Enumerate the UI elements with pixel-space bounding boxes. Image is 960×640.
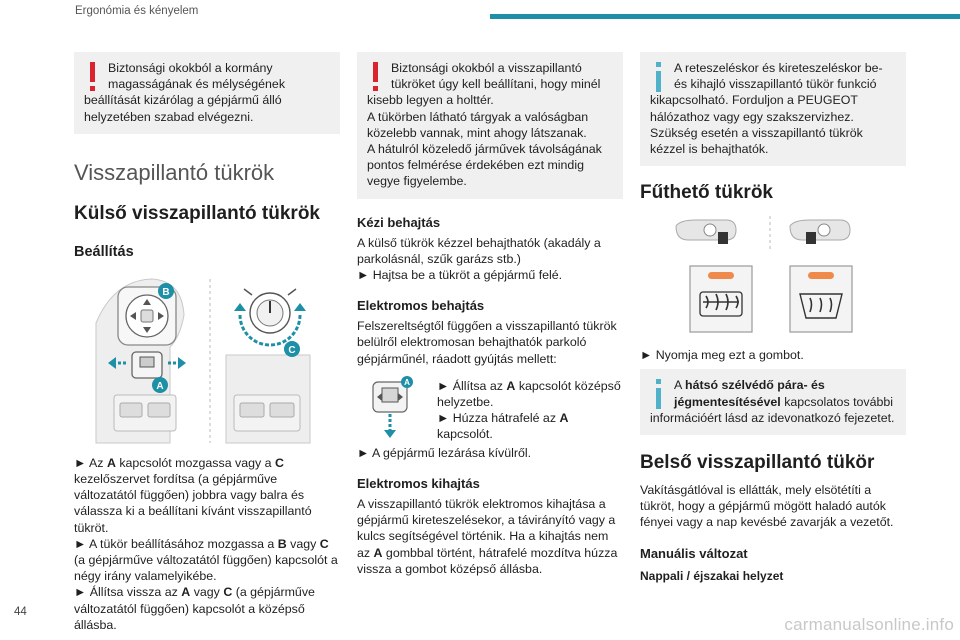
bold-ref: C [223,585,233,600]
bold-ref: hátsó szélvédő pára- és jégmentesítésével [674,378,825,409]
heading-inner-mirror: Belső visszapillantó tükör [640,452,875,474]
page-header-bar [490,14,960,19]
paragraph-select-mirror [74,455,340,536]
text: (a gépjárműve változatától függően) kapcsolót a négy irány valamelyikébe. [74,553,338,584]
bold-ref: A [106,455,116,470]
fold-steps-text [437,378,623,443]
heading-electric-fold: Elektromos behajtás [357,298,485,314]
text: ► A tükör beállításához mozgassa a [74,536,278,551]
text: kapcsolót mozgassa vagy a [115,455,275,470]
bold-ref: A [559,411,569,426]
paragraph-lock: ► A gépjármű lezárása kívülről. [357,445,532,460]
text: ► Állítsa vissza az [74,585,182,600]
bold-ref: B [277,536,287,551]
section-title: Visszapillantó tükrök [74,159,275,185]
info-text-1: A reteszeléskor és kireteszeléskor be- és kihajló visszapillantó tükör funkció kikapcsolható. Forduljon a PEUGEOT hálózathoz vagy egy szakszervizhez. [650,61,883,124]
fold-steps [357,376,623,442]
info-box-defrost [640,369,906,435]
bold-ref: A [373,545,383,560]
heated-mirror-buttons [640,216,906,336]
bold-ref: C [275,455,284,470]
label-a: A [156,380,164,392]
column-1 [74,52,340,633]
paragraph-electric-unfold [357,496,623,577]
warning-icon [367,62,385,92]
warning-icon [84,62,102,92]
heading-heated-mirrors: Fűthető tükrök [640,182,773,204]
text: vagy [190,585,224,600]
paragraph-adjust-mirror [74,536,340,585]
page-header-title: Ergonómia és kényelem [75,5,199,17]
text: ► Állítsa az [437,378,507,393]
text: kezelőszervet fordítsa (a gépjárműve változatától függően) jobbra vagy balra és válassza ki a beállítani kívánt visszapillantó tükröt. [74,472,312,535]
text: kapcsolatos további információért lásd az idevonatkozó fejezetet. [650,394,895,425]
paragraph-electric-fold: Felszereltségtől függően a visszapillantó tükrök belülről elektromosan behajthatók parkoló gépjárműnél, ráadott gyújtás mellett: [357,319,617,366]
info-icon [650,62,668,92]
heading-day-night: Nappali / éjszakai helyzet [640,568,784,583]
label-a: A [404,377,410,387]
text: ► Húzza hátrafelé az [437,411,560,426]
paragraph-reset-switch [74,584,340,633]
paragraph-inner-mirror: Vakításgátlóval is ellátták, mely elsötétíti a tükröt, hogy a gépjármű mögött haladó autók fényei vagy a nap kevésbé zavarják a vezetőt. [640,483,894,530]
step-center-switch [437,378,623,410]
warning-text-3: A hátulról közeledő járművek távolságának pontos felmérése érdekében ezt mindig vegye figyelembe. [367,142,602,189]
warning-text-1: Biztonsági okokból a visszapillantó tükröket úgy kell beállítani, hogy minél kisebb legyen a holttér. [367,61,601,108]
text: vagy [286,536,320,551]
warning-box-steering [74,52,340,134]
warning-text: Biztonsági okokból a kormány magasságának és mélységének beállítását kizárólag a gépjármű álló helyzetében szabad elvégezni. [84,61,286,124]
column-3 [640,52,906,584]
subsection-title-outer-mirrors: Külső visszapillantó tükrök [74,202,320,224]
text: (a gépjárműve változatától függően) kapcsolót a középső állásba. [74,585,315,632]
warning-text-2: A tükörben látható tárgyak a valóságban közelebb vannak, mint ahogy látszanak. [367,109,589,140]
heading-manual-version: Manuális változat [640,545,748,561]
watermark: carmanualsonline.info [784,615,954,634]
bold-ref: A [506,378,516,393]
heated-mirror-illustration [640,216,906,336]
info-text-2: Szükség esetén a visszapillantó tükrök kézzel is behajthatók. [650,125,863,157]
heading-manual-fold: Kézi behajtás [357,214,441,230]
mirror-controls-illustration [74,275,340,445]
label-c: C [288,344,296,356]
text: kapcsolót középső helyzetbe. [437,378,621,410]
warning-box-mirrors [357,52,623,199]
paragraph-manual-fold-step: ► Hajtsa be a tükröt a gépjármű felé. [357,268,563,283]
fold-switch-icon [367,376,419,440]
page-number: 44 [14,606,27,618]
text: A visszapillantó tükrök elektromos kihajtása a gépjármű kireteszelésekor, a távirányító vagy a kulcs segítségével történik. Ha a kihajtás nem az [357,497,616,560]
text: gombbal történt, hátrafelé mozdítva húzza vissza a gombot középső állásba. [357,545,618,576]
heading-electric-unfold: Elektromos kihajtás [357,476,480,492]
column-2 [357,52,623,577]
paragraph-manual-fold: A külső tükrök kézzel behajthatók (akadály a parkolásnál, szűk garázs stb.) [357,235,601,266]
info-icon [650,379,668,409]
bold-ref: A [181,585,191,600]
step-pull-switch [437,410,623,442]
paragraph-press-button: ► Nyomja meg ezt a gombot. [640,348,804,363]
info-box-folding [640,52,906,166]
label-b: B [162,286,170,298]
text: A [674,378,686,393]
bold-ref: C [319,536,329,551]
text: kapcsolót. [437,427,493,442]
heading-adjustment: Beállítás [74,243,134,260]
mirror-switch-diagram [74,275,340,445]
text: ► Az [74,455,107,470]
